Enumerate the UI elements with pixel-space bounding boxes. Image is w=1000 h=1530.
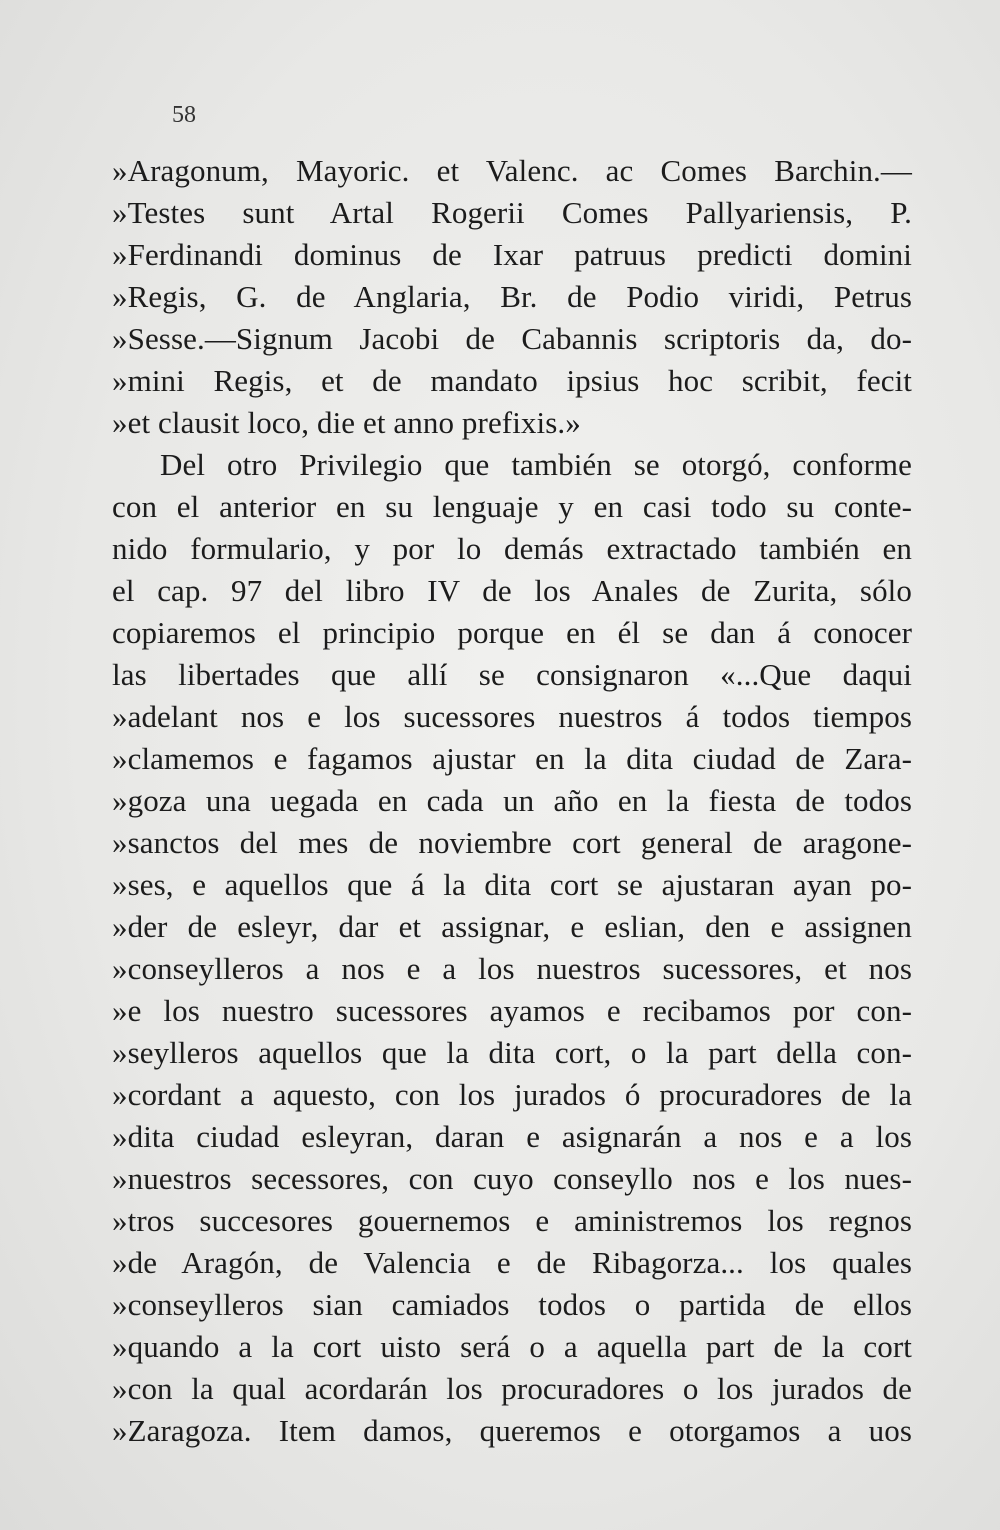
text-line: »de Aragón, de Valencia e de Ribagorza... los quales [112, 1245, 912, 1280]
text-line: »seylleros aquellos que la dita cort, o la part della con- [112, 1035, 912, 1070]
text-line: »dita ciudad esleyran, daran e asignarán a nos e a los [112, 1119, 912, 1154]
text-line: »Testes sunt Artal Rogerii Comes Pallyariensis, P. [112, 195, 912, 230]
text-line: »Aragonum, Mayoric. et Valenc. ac Comes Barchin.— [112, 153, 912, 188]
text-line: »ses, e aquellos que á la dita cort se ajustaran ayan po- [112, 867, 912, 902]
text-line: copiaremos el principio porque en él se dan á conocer [112, 615, 912, 650]
text-line: con el anterior en su lenguaje y en casi todo su conte- [112, 489, 912, 524]
text-line: »Sesse.—Signum Jacobi de Cabannis scriptoris da, do- [112, 321, 912, 356]
text-line: »cordant a aquesto, con los jurados ó procuradores de la [112, 1077, 912, 1112]
text-line: »e los nuestro sucessores ayamos e recibamos por con- [112, 993, 912, 1028]
text-line: »conseylleros a nos e a los nuestros sucessores, et nos [112, 951, 912, 986]
page-number: 58 [172, 102, 196, 128]
text-line: »nuestros secessores, con cuyo conseyllo nos e los nues- [112, 1161, 912, 1196]
text-line: »clamemos e fagamos ajustar en la dita ciudad de Zara- [112, 741, 912, 776]
text-line: el cap. 97 del libro IV de los Anales de Zurita, sólo [112, 573, 912, 608]
text-line: »der de esleyr, dar et assignar, e eslian, den e assignen [112, 909, 912, 944]
text-line: las libertades que allí se consignaron «...Que daqui [112, 657, 912, 692]
text-line: »Zaragoza. Item damos, queremos e otorgamos a uos [112, 1413, 912, 1448]
text-line: »Ferdinandi dominus de Ixar patruus predicti domini [112, 237, 912, 272]
text-line: »adelant nos e los sucessores nuestros á todos tiempos [112, 699, 912, 734]
text-line: »conseylleros sian camiados todos o partida de ellos [112, 1287, 912, 1322]
text-line: »Regis, G. de Anglaria, Br. de Podio viridi, Petrus [112, 279, 912, 314]
text-line: »et clausit loco, die et anno prefixis.» [112, 405, 581, 440]
text-line: »mini Regis, et de mandato ipsius hoc scribit, fecit [112, 363, 912, 398]
text-line: »con la qual acordarán los procuradores o los jurados de [112, 1371, 912, 1406]
paragraph-start-line: Del otro Privilegio que también se otorgó, conforme [160, 447, 912, 482]
text-line: »goza una uegada en cada un año en la fiesta de todos [112, 783, 912, 818]
text-line: »quando a la cort uisto será o a aquella part de la cort [112, 1329, 912, 1364]
body-text [112, 150, 912, 1452]
text-line: »tros succesores gouernemos e aministremos los regnos [112, 1203, 912, 1238]
text-line: »sanctos del mes de noviembre cort general de aragone- [112, 825, 912, 860]
text-line: nido formulario, y por lo demás extractado también en [112, 531, 912, 566]
